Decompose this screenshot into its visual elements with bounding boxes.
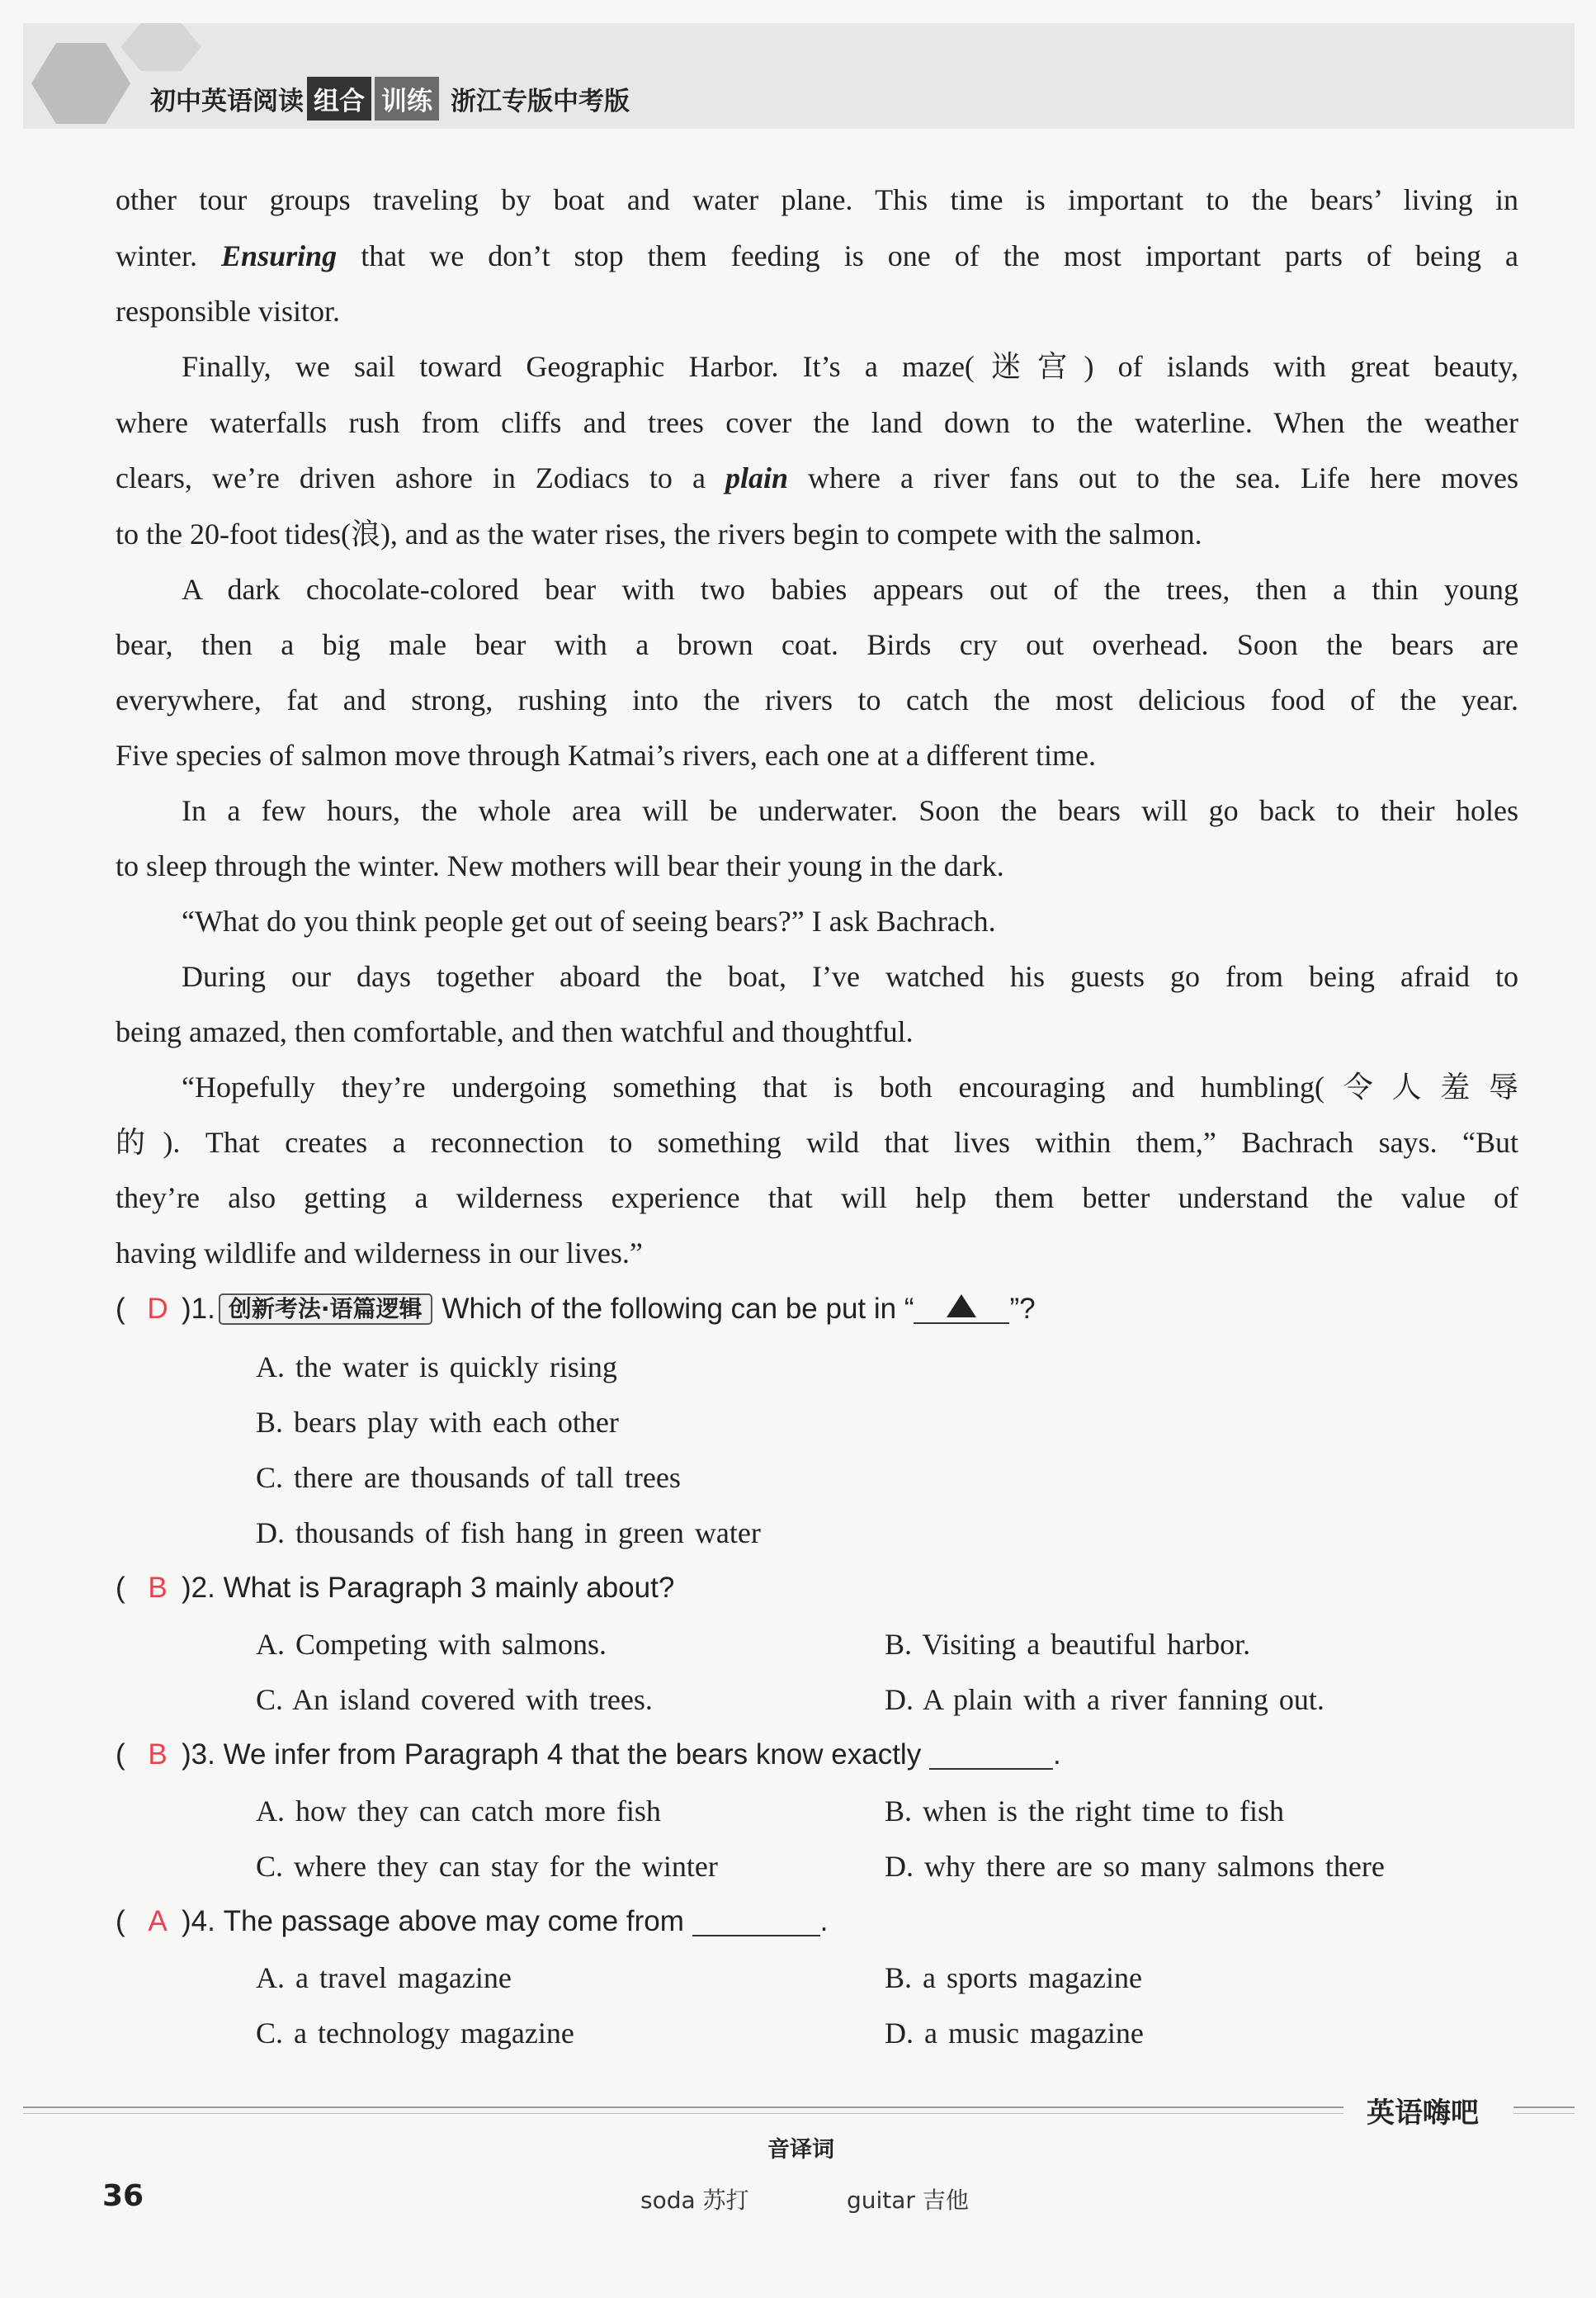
book-title-box-2: 训练 xyxy=(375,77,439,121)
question-2: ( B ) 2. What is Paragraph 3 mainly about? xyxy=(116,1572,675,1604)
book-title xyxy=(150,78,630,119)
answer-mark: A xyxy=(148,1905,168,1937)
question-3: ( B ) 3. We infer from Paragraph 4 that the bears know exactly . xyxy=(116,1738,1061,1771)
passage-line: 的). That creates a reconnection to something wild that lives within them,” Bachrach says. “But xyxy=(116,1126,1518,1159)
footer-divider xyxy=(1513,2106,1575,2108)
passage-line: In a few hours, the whole area will be underwater. Soon the bears will go back to their holes xyxy=(182,794,1518,827)
question-1: ( D ) 1. 创新考法·语篇逻辑 Which of the following can be put in “ ”? xyxy=(116,1293,1036,1325)
triangle-icon xyxy=(947,1294,976,1317)
footer-word-2: guitar 吉他 xyxy=(847,2187,969,2214)
passage-line: “Hopefully they’re undergoing something that is both encouraging and humbling(令人羞辱 xyxy=(182,1071,1518,1104)
footer-word-1: soda 苏打 xyxy=(640,2187,749,2214)
passage-text: winter. xyxy=(116,239,197,272)
answer-blank xyxy=(914,1294,1009,1324)
passage-line: A dark chocolate-colored bear with two babies appears out of the trees, then a thin young xyxy=(182,573,1518,606)
passage-line: they’re also getting a wilderness experience that will help them better understand the value of xyxy=(116,1181,1518,1214)
option-c: C. where they can stay for the winter xyxy=(256,1850,718,1883)
option-b: B. a sports magazine xyxy=(885,1961,1142,1994)
answer-mark: B xyxy=(148,1738,168,1771)
question-4: ( A ) 4. The passage above may come from . xyxy=(116,1905,829,1937)
passage-line: responsible visitor. xyxy=(116,295,340,328)
passage-line: everywhere, fat and strong, rushing into the rivers to catch the most delicious food of the year. xyxy=(116,683,1518,716)
footer-divider xyxy=(23,2113,1343,2114)
option-c: C. a technology magazine xyxy=(256,2017,574,2050)
passage-line: other tour groups traveling by boat and water plane. This time is important to the bears’ living in xyxy=(116,183,1518,216)
question-stem: Which of the following can be put in “ xyxy=(441,1293,914,1325)
option-c: C. An island covered with trees. xyxy=(256,1683,653,1716)
option-d: D. A plain with a river fanning out. xyxy=(885,1683,1324,1716)
bold-word-ensuring: Ensuring xyxy=(221,239,338,272)
passage-text: that we don’t stop them feeding is one of the most important parts of being a xyxy=(361,239,1518,272)
answer-mark: D xyxy=(147,1293,168,1325)
passage-line: “What do you think people get out of seeing bears?” I ask Bachrach. xyxy=(182,905,996,938)
passage-line xyxy=(116,461,1518,494)
option-b: B. bears play with each other xyxy=(256,1406,619,1439)
option-d: D. a music magazine xyxy=(885,2017,1144,2050)
question-stem: The passage above may come from xyxy=(223,1905,684,1937)
passage-line: being amazed, then comfortable, and then watchful and thoughtful. xyxy=(116,1015,914,1048)
option-a: A. Competing with salmons. xyxy=(256,1628,607,1661)
option-a: A. a travel magazine xyxy=(256,1961,512,1994)
footer-title: 英语嗨吧 xyxy=(1367,2097,1479,2130)
footer-subtitle: 音译词 xyxy=(767,2137,834,2163)
question-number: 3. xyxy=(191,1738,215,1771)
book-title-box-1: 组合 xyxy=(307,77,371,121)
passage-line: where waterfalls rush from cliffs and trees cover the land down to the waterline. When the weather xyxy=(116,406,1518,439)
answer-blank xyxy=(929,1740,1053,1770)
passage-line: Finally, we sail toward Geographic Harbor. It’s a maze(迷宫) of islands with great beauty, xyxy=(182,350,1518,383)
passage-text: where a river fans out to the sea. Life here moves xyxy=(808,461,1519,494)
option-b: B. Visiting a beautiful harbor. xyxy=(885,1628,1251,1661)
option-d: D. thousands of fish hang in green water xyxy=(256,1516,761,1549)
book-title-prefix: 初中英语阅读 xyxy=(150,86,304,116)
option-b: B. when is the right time to fish xyxy=(885,1794,1284,1828)
option-a: A. how they can catch more fish xyxy=(256,1794,661,1828)
question-tag: 创新考法·语篇逻辑 xyxy=(219,1293,432,1325)
page-number: 36 xyxy=(102,2179,144,2213)
passage-text: clears, we’re driven ashore in Zodiacs to a xyxy=(116,461,706,494)
answer-mark: B xyxy=(148,1572,168,1604)
footer-divider xyxy=(1513,2113,1575,2114)
option-c: C. there are thousands of tall trees xyxy=(256,1461,681,1494)
question-number: 2. xyxy=(191,1572,215,1604)
question-number: 4. xyxy=(191,1905,215,1937)
passage-line: to the 20-foot tides(浪), and as the water rises, the rivers begin to compete with the salmon. xyxy=(116,518,1202,551)
book-title-suffix: 浙江专版中考版 xyxy=(451,86,630,116)
passage-line xyxy=(116,239,1518,272)
question-number: 1. xyxy=(191,1293,215,1325)
answer-blank xyxy=(692,1907,820,1936)
question-stem: We infer from Paragraph 4 that the bears know exactly xyxy=(223,1738,922,1771)
option-a: A. the water is quickly rising xyxy=(256,1350,617,1383)
option-d: D. why there are so many salmons there xyxy=(885,1850,1385,1883)
passage-line: bear, then a big male bear with a brown coat. Birds cry out overhead. Soon the bears are xyxy=(116,628,1518,661)
passage-line: having wildlife and wilderness in our lives.” xyxy=(116,1236,643,1270)
question-stem-end: ”? xyxy=(1009,1293,1036,1325)
footer-divider xyxy=(23,2106,1343,2108)
passage-line: to sleep through the winter. New mothers will bear their young in the dark. xyxy=(116,849,1004,882)
passage-line: During our days together aboard the boat, I’ve watched his guests go from being afraid to xyxy=(182,960,1518,993)
bold-word-plain: plain xyxy=(725,461,788,494)
question-stem: What is Paragraph 3 mainly about? xyxy=(223,1572,675,1604)
passage-line: Five species of salmon move through Katmai’s rivers, each one at a different time. xyxy=(116,739,1096,772)
